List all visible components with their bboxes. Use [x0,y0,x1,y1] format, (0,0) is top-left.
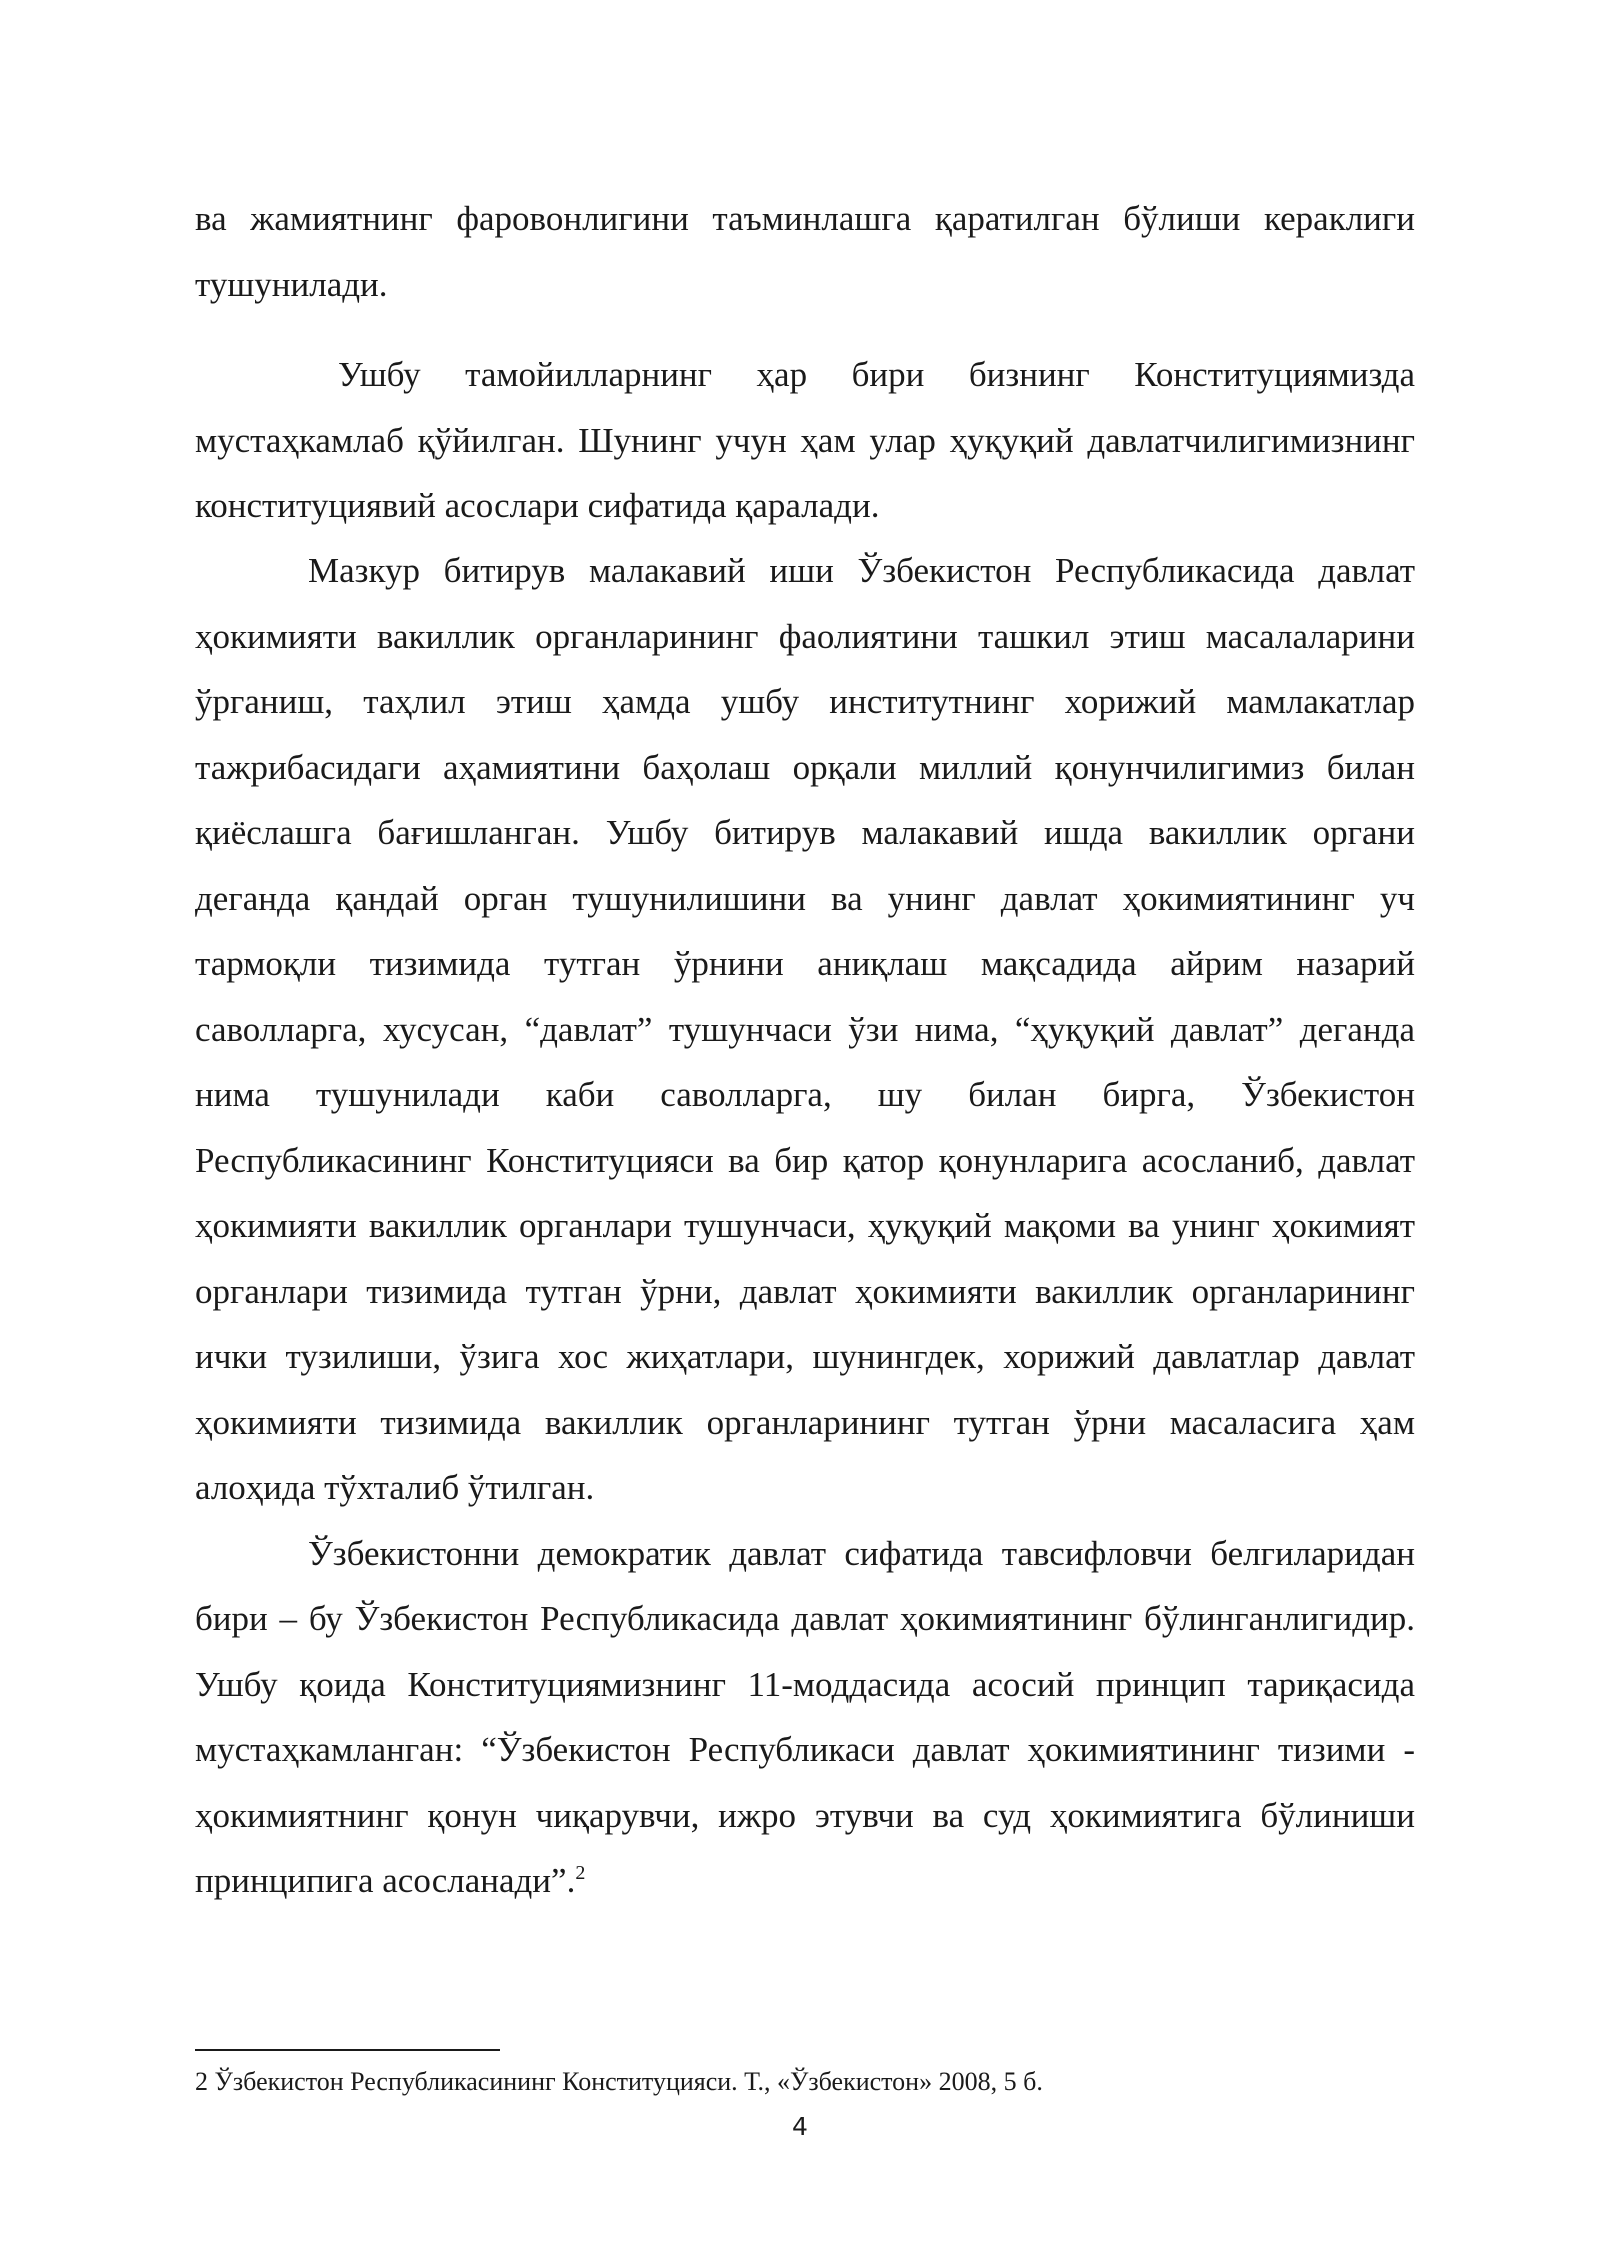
page-number: 4 [792,2112,808,2141]
paragraph-2: Ушбу тамойилларнинг ҳар бири бизнинг Конституциямизда мустаҳкамлаб қўйилган. Шунинг учун ҳам улар ҳуқуқий давлатчилигимизнинг конституциявий асослари сифатида қаралади. [195,355,1415,525]
paragraph-1: ва жамиятнинг фаровонлигини таъминлашга қаратилган бўлиши кераклиги тушунилади. [195,199,1415,304]
paragraph-3: Мазкур битирув малакавий иши Ўзбекистон Республикасида давлат ҳокимияти вакиллик органларининг фаолиятини ташкил этиш масалаларини ўрганиш, таҳлил этиш ҳамда ушбу институтнинг хорижий мамлакатлар тажрибасидаги аҳамиятини баҳолаш орқали миллий қонунчилигимиз билан қиёслашга бағишланган. Ушбу битирув малакавий ишда вакиллик органи деганда қандай орган тушунилишини ва унинг давлат ҳокимиятининг уч тармоқли тизимида тутган ўрнини аниқлаш мақсадида айрим назарий саволларга, хусусан, “давлат” тушунчаси ўзи нима, “ҳуқуқий давлат” деганда нима тушунилади каби саволларга, шу билан бирга, Ўзбекистон Республикасининг Конституцияси ва бир қатор қонунларига асосланиб, давлат ҳокимияти вакиллик органлари тушунчаси, ҳуқуқий мақоми ва унинг ҳокимият органлари тизимида тутган ўрни, давлат ҳокимияти вакиллик органларининг ички тузилиши, ўзига хос жиҳатлари, шунингдек, хорижий давлатлар давлат ҳокимияти тизимида вакиллик органларининг тутган ўрни масаласига ҳам алоҳида тўхталиб ўтилган. [195,551,1415,1507]
paragraph-principles [195,342,1415,539]
footnote-separator [195,2049,500,2051]
paragraph-4-text: Ўзбекистонни демократик давлат сифатида тавсифловчи белгиларидан бири – бу Ўзбекистон Республикасида давлат ҳокимиятининг бўлинганлигидир. Ушбу қоида Конституциямизнинг 11-моддасида асосий принцип тариқасида мустаҳкамланган: “Ўзбекистон Республикаси давлат ҳокимиятининг тизими - ҳокимиятнинг қонун чиқарувчи, ижро этувчи ва суд ҳокимиятига бўлиниши принципига асосланади”. [195,1533,1415,1900]
footnote-reference: 2 [575,1862,586,1884]
paragraph-block-main [195,538,1415,1914]
paragraph-continuation [195,186,1415,317]
paragraph-4 [195,1521,1415,1914]
footnote: 2 Ўзбекистон Республикасининг Конституцияси. Т., «Ўзбекистон» 2008, 5 б. [195,2067,1043,2096]
